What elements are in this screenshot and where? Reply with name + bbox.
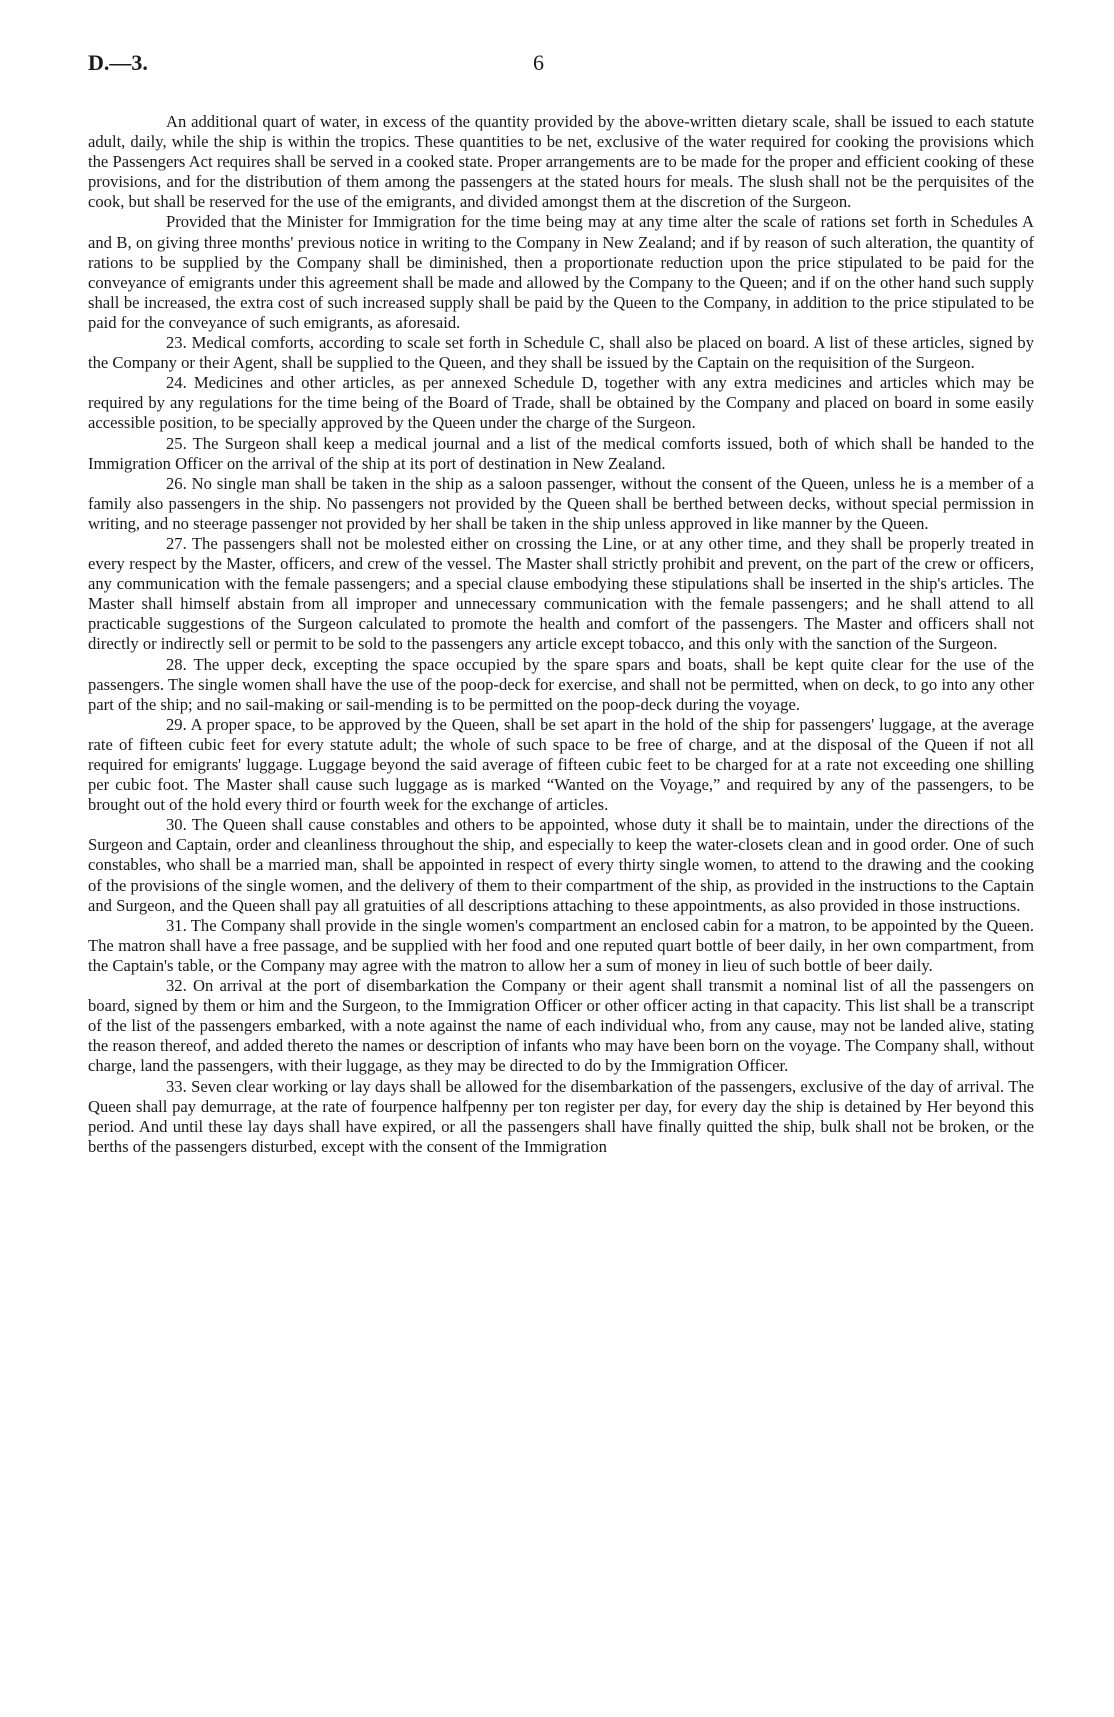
clause-23: 23. Medical comforts, according to scale set forth in Schedule C, shall also be placed on board. A list of these articles, signed by the Company or their Agent, shall be supplied to the Queen, and they shall be issued by the Captain on the requisition of the Surgeon. xyxy=(88,333,1034,373)
clause-28: 28. The upper deck, excepting the space occupied by the spare spars and boats, shall be kept quite clear for the use of the passengers. The single women shall have the use of the poop-deck for exercise, and shall not be permitted, when on deck, to go into any other part of the ship; and no sail-making or sail-mending is to be permitted on the poop-deck during the voyage. xyxy=(88,654,1034,714)
clause-33: 33. Seven clear working or lay days shall be allowed for the disembarkation of the passengers, exclusive of the day of arrival. The Queen shall pay demurrage, at the rate of fourpence halfpenny per ton register per day, for every day the ship is detained by Her beyond this period. And until these lay days shall have expired, or all the passengers shall have finally quitted the ship, bulk shall not be broken, or the berths of the passengers disturbed, except with the consent of the Immigration xyxy=(88,1076,1034,1156)
clause-27: 27. The passengers shall not be molested either on crossing the Line, or at any other time, and they shall be properly treated in every respect by the Master, officers, and crew of the vessel. The Master shall strictly prohibit and prevent, on the part of the crew or officers, any communication with the female passengers; and a special clause embodying these stipulations shall be inserted in the ship's articles. The Master shall himself abstain from all improper and unnecessary communication with the female passengers; and he shall attend to all practicable suggestions of the Surgeon calculated to promote the health and comfort of the passengers. The Master and officers shall not directly or indirectly sell or permit to be sold to the passengers any article except tobacco, and this only with the sanction of the Surgeon. xyxy=(88,533,1034,654)
paragraph-water-ration: An additional quart of water, in excess of the quantity provided by the above-written dietary scale, shall be issued to each statute adult, daily, while the ship is within the tropics. These quantities to be net, exclusive of the water required for cooking the provisions which the Passengers Act requires shall be served in a cooked state. Proper arrangements are to be made for the proper and efficient cooking of these provisions, and for the distribution of them among the passengers at the stated hours for meals. The slush shall not be the perquisites of the cook, but shall be reserved for the use of the emigrants, and divided amongst them at the discretion of the Surgeon. xyxy=(88,112,1034,212)
document-id: D.—3. xyxy=(88,50,148,75)
clause-30: 30. The Queen shall cause constables and others to be appointed, whose duty it shall be to maintain, under the directions of the Surgeon and Captain, order and cleanliness throughout the ship, and especially to keep the water-closets clean and in good order. One of such constables, who shall be a married man, shall be appointed in respect of every thirty single women, to attend to the drawing and the cooking of the provisions of the single women, and the delivery of them to their compartment of the ship, as provided in the instructions to the Captain and Surgeon, and the Queen shall pay all gratuities of all descriptions attaching to these appointments, as also provided in those instructions. xyxy=(88,815,1034,915)
clause-32: 32. On arrival at the port of disembarkation the Company or their agent shall transmit a nominal list of all the passengers on board, signed by them or him and the Surgeon, to the Immigration Officer or other officer acting in that capacity. This list shall be a transcript of the list of the passengers embarked, with a note against the name of each individual who, from any cause, may not be landed alive, stating the reason thereof, and added thereto the names or description of infants who may have been born on the voyage. The Company shall, without charge, land the passengers, with their luggage, as they may be directed to do by the Immigration Officer. xyxy=(88,976,1034,1076)
body-text xyxy=(88,112,1034,1157)
clause-31: 31. The Company shall provide in the single women's compartment an enclosed cabin for a matron, to be appointed by the Queen. The matron shall have a free passage, and be supplied with her food and one reputed quart bottle of beer daily, in her own compartment, from the Captain's table, or the Company may agree with the matron to allow her a sum of money in lieu of such bottle of beer daily. xyxy=(88,915,1034,975)
page-header xyxy=(88,50,1034,80)
clause-25: 25. The Surgeon shall keep a medical journal and a list of the medical comforts issued, both of which shall be handed to the Immigration Officer on the arrival of the ship at its port of destination in New Zealand. xyxy=(88,433,1034,473)
clause-26: 26. No single man shall be taken in the ship as a saloon passenger, without the consent of the Queen, unless he is a member of a family also passengers in the ship. No passengers not provided by the Queen shall be berthed between decks, without special permission in writing, and no steerage passenger not provided by her shall be taken in the ship unless approved in like manner by the Queen. xyxy=(88,473,1034,533)
clause-24: 24. Medicines and other articles, as per annexed Schedule D, together with any extra medicines and articles which may be required by any regulations for the time being of the Board of Trade, shall be obtained by the Company and placed on board in some easily accessible position, to be specially approved by the Queen under the charge of the Surgeon. xyxy=(88,373,1034,433)
paragraph-ration-alteration: Provided that the Minister for Immigration for the time being may at any time alter the scale of rations set forth in Schedules A and B, on giving three months' previous notice in writing to the Company in New Zealand; and if by reason of such alteration, the quantity of rations to be supplied by the Company shall be diminished, then a proportionate reduction upon the price stipulated to be paid for the conveyance of emigrants under this agreement shall be made and allowed by the Company to the Queen; and if on the other hand such supply shall be increased, the extra cost of such increased supply shall be paid by the Queen to the Company, in addition to the price stipulated to be paid for the conveyance of such emigrants, as aforesaid. xyxy=(88,212,1034,332)
clause-29: 29. A proper space, to be approved by the Queen, shall be set apart in the hold of the ship for passengers' luggage, at the average rate of fifteen cubic feet for every statute adult; the whole of such space to be free of charge, and at the disposal of the Queen if not all required for emigrants' luggage. Luggage beyond the said average of fifteen cubic feet to be charged for at a rate not exceeding one shilling per cubic foot. The Master shall cause such luggage as is marked “Wanted on the Voyage,” and required by any of the passengers, to be brought out of the hold every third or fourth week for the exchange of articles. xyxy=(88,714,1034,815)
page-number: 6 xyxy=(533,50,544,75)
